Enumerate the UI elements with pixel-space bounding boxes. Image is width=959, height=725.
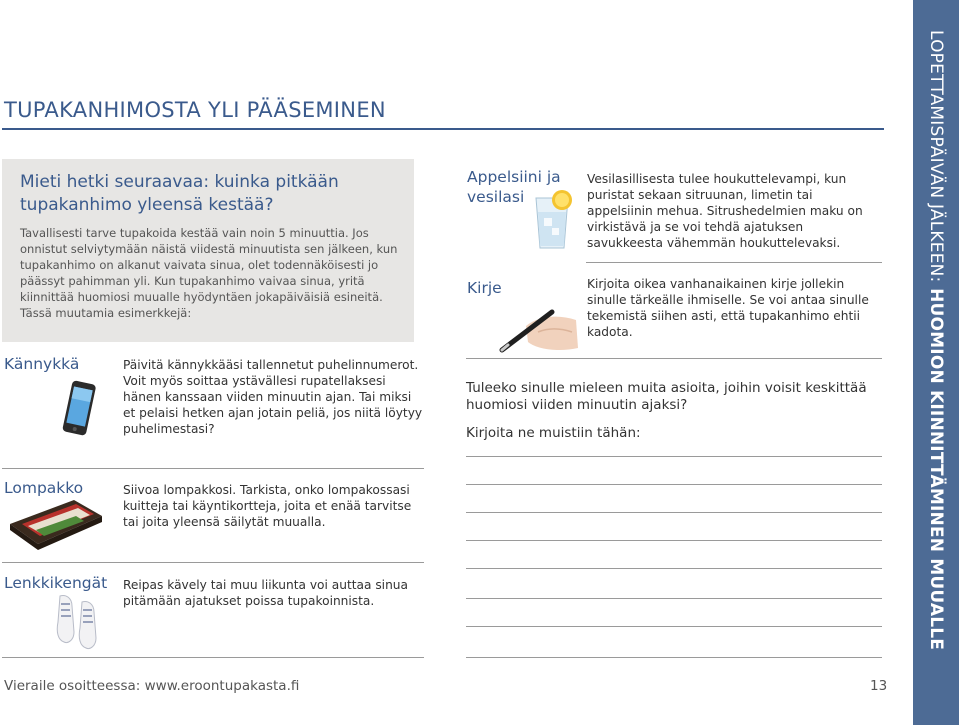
intro-text: Tavallisesti tarve tupakoida kestää vain noin 5 minuuttia. Jos onnistut selviytymään näistä viidestä minuutista sen jälkeen, kun tupakanhimo on alkanut vaivata sinua, olet todennäköisesti jo päässyt pahimman yli. Kun tupakanhimo vaivaa sinua, yritä kiinnittää huomiosi muualle hyödyntäen jokapäiväisiä esineitä. Tässä muutamia esimerkkejä: [20, 226, 398, 320]
side-title-part2: HUOMION KIINNITTÄMINEN MUUALLE [926, 288, 946, 651]
mobile-phone-icon [58, 378, 100, 440]
item-desc-phone: Päivitä kännykkääsi tallennetut puhelinnumerot. Voit myös soittaa ystävällesi rupatellaksesi hänen kanssaan viiden minuutin ajan. Tai miksi et pelaisi hetken ajan jotain peliä, jos niitä löytyy puhelimestasi? [123, 358, 423, 436]
item-label-phone: Kännykkä [4, 355, 80, 373]
sneakers-icon [52, 592, 108, 654]
side-band [913, 0, 959, 725]
item-label-orange-water: Appelsiini ja vesilasi [467, 168, 561, 206]
writing-line[interactable] [466, 540, 882, 541]
notes-question: Tuleeko sinulle mieleen muita asioita, joihin voisit keskittää huomiosi viiden minuutin ajaksi? [466, 380, 867, 413]
item-desc-sneakers: Reipas kävely tai muu liikunta voi auttaa sinua pitämään ajatukset poissa tupakoinnista. [123, 578, 408, 608]
writing-line[interactable] [466, 598, 882, 599]
notes-prompt: Kirjoita ne muistiin tähän: [466, 425, 641, 441]
side-title [913, 0, 959, 725]
divider [466, 358, 882, 359]
intro-heading: Mieti hetki seuraavaa: kuinka pitkään tupakanhimo yleensä kestää? [20, 172, 339, 215]
divider [2, 657, 424, 658]
wallet-icon [6, 494, 108, 552]
writing-line[interactable] [466, 512, 882, 513]
item-desc-wallet: Siivoa lompakkosi. Tarkista, onko lompakossasi kuitteja tai käyntikortteja, joita et enää tarvitse tai joita yleensä säilytät muualla. [123, 483, 412, 529]
divider [2, 468, 424, 469]
writing-line[interactable] [466, 657, 882, 658]
page-title: TUPAKANHIMOSTA YLI PÄÄSEMINEN [4, 98, 386, 122]
title-divider [2, 128, 884, 130]
writing-line[interactable] [466, 626, 882, 627]
writing-line[interactable] [466, 456, 882, 457]
footer-visit [4, 678, 299, 694]
item-label-wallet: Lompakko [4, 479, 84, 497]
item-label-sneakers: Lenkkikengät [4, 574, 108, 592]
item-label-letter: Kirje [467, 279, 502, 297]
item-desc-letter: Kirjoita oikea vanhanaikainen kirje jollekin sinulle tärkeälle ihmiselle. Se voi antaa sinulle tekemistä siihen asti, että tupakanhimo ehtii kadota. [587, 277, 869, 339]
orange-water-glass-icon [528, 188, 578, 252]
page-number: 13 [870, 678, 888, 694]
intro-box [2, 159, 414, 342]
divider [586, 262, 882, 263]
pen-writing-icon [498, 292, 582, 354]
side-title-part1: LOPETTAMISPÄIVÄN JÄLKEEN: [926, 30, 946, 289]
divider [2, 562, 424, 563]
item-desc-orange-water: Vesilasillisesta tulee houkuttelevampi, kun puristat sekaan sitruunan, limetin tai appelsiinin mehua. Sitrushedelmien maku on virkistävä ja se voi tehdä ajatuksen savukkeesta vähemmän houkuttelevaksi. [587, 172, 863, 250]
writing-line[interactable] [466, 568, 882, 569]
footer-visit-label: Vieraile osoitteessa: [4, 678, 145, 694]
footer-url-link[interactable]: www.eroontupakasta.fi [144, 678, 300, 694]
writing-line[interactable] [466, 484, 882, 485]
